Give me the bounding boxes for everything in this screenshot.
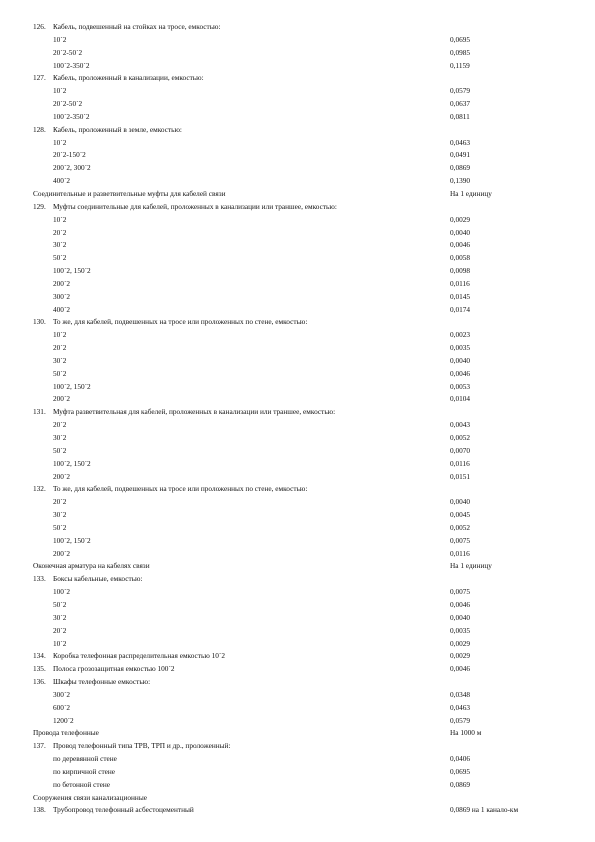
item-label: 30´2 (53, 612, 67, 622)
sub-item-row (0, 60, 595, 73)
sub-item-row (0, 715, 595, 728)
sub-item-row (0, 149, 595, 162)
item-label: 100´2, 150´2 (53, 266, 91, 276)
coefficient-value: 0,0811 (450, 111, 470, 121)
section-heading-row (0, 188, 595, 201)
item-label: 10´2 (53, 34, 67, 44)
item-number: 136. (33, 677, 46, 687)
item-label: Кабель, подвешенный на стойках на тросе, емкостью: (53, 22, 221, 31)
item-label: 100´2-350´2 (53, 111, 90, 121)
coefficient-value: 0,0046 (450, 240, 471, 250)
sub-item-row (0, 393, 595, 406)
item-label: 20´2-50´2 (53, 47, 83, 57)
item-label: 10´2 (53, 86, 67, 96)
item-label: 20´2-50´2 (53, 99, 83, 109)
coefficient-value: 0,0406 (450, 754, 471, 764)
sub-item-row (0, 381, 595, 394)
sub-item-row (0, 162, 595, 175)
item-row (0, 21, 595, 34)
item-label: 200´2 (53, 394, 71, 404)
coefficient-value: 0,0116 (450, 278, 470, 288)
item-label: Боксы кабельные, емкостью: (53, 574, 143, 584)
sub-item-row (0, 638, 595, 651)
sub-item-row (0, 522, 595, 535)
item-label: 600´2 (53, 702, 71, 712)
sub-item-row (0, 548, 595, 561)
item-label: 100´2 (53, 587, 71, 597)
item-number: 137. (33, 741, 46, 751)
coefficient-value: 0,0046 (450, 368, 471, 378)
sub-item-row (0, 111, 595, 124)
sub-item-row (0, 702, 595, 715)
coefficient-value: 0,0695 (450, 34, 471, 44)
coefficient-value: 0,0104 (450, 394, 471, 404)
item-number: 133. (33, 574, 46, 584)
coefficient-value: 0,0116 (450, 458, 470, 468)
item-row (0, 573, 595, 586)
sub-item-row (0, 766, 595, 779)
sub-item-row (0, 599, 595, 612)
sub-item-row (0, 496, 595, 509)
coefficient-value: 0,0052 (450, 522, 471, 532)
coefficient-value: 0,0869 (450, 163, 471, 173)
item-label: 30´2 (53, 240, 67, 250)
sub-item-row (0, 535, 595, 548)
coefficient-value: 0,0070 (450, 445, 471, 455)
sub-item-row (0, 342, 595, 355)
coefficient-value: 0,0985 (450, 47, 471, 57)
sub-item-row (0, 419, 595, 432)
item-label: по деревянной стене (53, 754, 117, 764)
item-label: Трубопровод телефонный асбестоцементный (53, 805, 194, 815)
item-label: 20´2 (53, 343, 67, 353)
item-label: 20´2 (53, 227, 67, 237)
sub-item-row (0, 689, 595, 702)
coefficient-value: 0,0869 (450, 779, 471, 789)
section-title: Провода телефонные (33, 728, 99, 738)
unit-label: На 1000 м (450, 728, 482, 738)
sub-item-row (0, 445, 595, 458)
item-label: 200´2 (53, 278, 71, 288)
item-row (0, 804, 595, 817)
sub-item-row (0, 368, 595, 381)
sub-item-row (0, 471, 595, 484)
item-number: 130. (33, 317, 46, 327)
coefficient-value: 0,0040 (450, 355, 471, 365)
sub-item-row (0, 239, 595, 252)
sub-item-row (0, 252, 595, 265)
item-label: Шкафы телефонные емкостью: (53, 677, 151, 687)
item-label: 200´2 (53, 548, 71, 558)
item-label: 30´2 (53, 510, 67, 520)
item-label: 10´2 (53, 638, 67, 648)
sub-item-row (0, 291, 595, 304)
coefficient-value: 0,0491 (450, 150, 471, 160)
section-title: Соединительные и разветвительные муфты для кабелей связи (33, 188, 226, 198)
item-label: 400´2 (53, 176, 71, 186)
coefficient-value: 0,0029 (450, 214, 471, 224)
sub-item-row (0, 214, 595, 227)
coefficient-value: 0,0058 (450, 253, 471, 263)
sub-item-row (0, 175, 595, 188)
coefficient-value: 0,0040 (450, 612, 471, 622)
item-row (0, 650, 595, 663)
coefficient-value: 0,0040 (450, 227, 471, 237)
sub-item-row (0, 304, 595, 317)
coefficient-value: 0,0579 (450, 86, 471, 96)
sub-item-row (0, 509, 595, 522)
sub-item-row (0, 137, 595, 150)
item-row (0, 676, 595, 689)
item-label: Коробка телефонная распределительная емкостью 10´2 (53, 651, 225, 661)
coefficient-value: 0,0637 (450, 99, 471, 109)
coefficient-value: 0,1159 (450, 60, 470, 70)
item-label: Кабель, проложенный в земле, емкостью: (53, 124, 182, 134)
item-number: 131. (33, 407, 46, 417)
sub-item-row (0, 753, 595, 766)
coefficient-value: 0,0348 (450, 689, 471, 699)
item-label: 30´2 (53, 355, 67, 365)
coefficient-value: 0,0045 (450, 510, 471, 520)
coefficient-value: 0,0075 (450, 587, 471, 597)
item-label: 20´2 (53, 497, 67, 507)
sub-item-row (0, 98, 595, 111)
coefficient-value: 0,0463 (450, 137, 471, 147)
item-label: 20´2 (53, 420, 67, 430)
sub-item-row (0, 265, 595, 278)
coefficient-value: 0,0043 (450, 420, 471, 430)
item-label: 50´2 (53, 522, 67, 532)
sub-item-row (0, 85, 595, 98)
item-label: 100´2, 150´2 (53, 458, 91, 468)
sub-item-row (0, 355, 595, 368)
item-label: 10´2 (53, 330, 67, 340)
section-heading-row (0, 560, 595, 573)
sub-item-row (0, 34, 595, 47)
item-label: 50´2 (53, 368, 67, 378)
coefficient-value: 0,0046 (450, 664, 471, 674)
coefficient-value: 0,0046 (450, 599, 471, 609)
sub-item-row (0, 329, 595, 342)
sub-item-row (0, 47, 595, 60)
coefficient-value: 0,0098 (450, 266, 471, 276)
coefficient-value: 0,0040 (450, 497, 471, 507)
item-label: 200´2, 300´2 (53, 163, 91, 173)
item-label: 1200´2 (53, 715, 74, 725)
coefficient-value: 0,0174 (450, 304, 471, 314)
item-label: 100´2-350´2 (53, 60, 90, 70)
item-label: 100´2, 150´2 (53, 381, 91, 391)
item-label: 20´2 (53, 625, 67, 635)
coefficient-value: 0,0053 (450, 381, 471, 391)
sub-item-row (0, 227, 595, 240)
item-number: 134. (33, 651, 46, 661)
sub-item-row (0, 612, 595, 625)
coefficient-value: 0,0116 (450, 548, 470, 558)
item-row (0, 483, 595, 496)
item-label: 10´2 (53, 137, 67, 147)
item-label: 400´2 (53, 304, 71, 314)
section-heading-row (0, 792, 595, 805)
item-number: 127. (33, 73, 46, 83)
coefficient-value: 0,0075 (450, 535, 471, 545)
item-label: по кирпичной стене (53, 766, 116, 776)
coefficient-value: 0,0869 на 1 канало-км (450, 805, 519, 815)
item-label: Кабель, проложенный в канализации, емкостью: (53, 73, 204, 83)
coefficient-value: 0,0029 (450, 651, 471, 661)
coefficient-value: 0,0035 (450, 343, 471, 353)
coefficient-value: 0,0145 (450, 291, 471, 301)
item-label: 100´2, 150´2 (53, 535, 91, 545)
item-label: Провод телефонный типа ТРВ, ТРП и др., проложенный: (53, 741, 231, 751)
coefficient-value: 0,0029 (450, 638, 471, 648)
coefficient-value: 0,0463 (450, 702, 471, 712)
item-row (0, 663, 595, 676)
item-row (0, 124, 595, 137)
item-label: 30´2 (53, 433, 67, 442)
coefficient-value: 0,0579 (450, 715, 471, 725)
unit-label: На 1 единицу (450, 561, 492, 571)
sub-item-row (0, 432, 595, 445)
item-label: 300´2 (53, 689, 71, 699)
item-label: То же, для кабелей, подвешенных на тросе или проложенных по стене, емкостью: (53, 317, 308, 327)
item-row (0, 201, 595, 214)
unit-label: На 1 единицу (450, 188, 492, 198)
document-page (0, 21, 595, 817)
item-label: То же, для кабелей, подвешенных на тросе или проложенных по стене, емкостью: (53, 484, 308, 494)
item-label: 10´2 (53, 214, 67, 224)
item-label: 300´2 (53, 291, 71, 301)
coefficient-value: 0,0035 (450, 625, 471, 635)
item-number: 126. (33, 22, 46, 31)
section-title: Оконечная арматура на кабелях связи (33, 561, 150, 571)
section-heading-row (0, 727, 595, 740)
item-row (0, 740, 595, 753)
item-number: 129. (33, 201, 46, 211)
coefficient-value: 0,0695 (450, 766, 471, 776)
item-row (0, 316, 595, 329)
coefficient-value: 0,0023 (450, 330, 471, 340)
coefficient-value: 0,1390 (450, 176, 471, 186)
item-number: 128. (33, 124, 46, 134)
item-number: 138. (33, 805, 46, 815)
item-label: Муфта разветвительная для кабелей, проложенных в канализации или траншее, емкостью: (53, 407, 336, 417)
item-row (0, 406, 595, 419)
item-label: 200´2 (53, 471, 71, 481)
item-label: 50´2 (53, 599, 67, 609)
item-label: 50´2 (53, 253, 67, 263)
section-title: Сооружения связи канализационные (33, 792, 147, 802)
item-number: 132. (33, 484, 46, 494)
item-label: по бетонной стене (53, 779, 110, 789)
sub-item-row (0, 278, 595, 291)
item-label: 20´2-150´2 (53, 150, 86, 160)
sub-item-row (0, 458, 595, 471)
sub-item-row (0, 779, 595, 792)
coefficient-value: 0,0151 (450, 471, 471, 481)
item-label: Полоса грозозащитная емкостью 100´2 (53, 664, 175, 674)
item-number: 135. (33, 664, 46, 674)
coefficient-value: 0,0052 (450, 433, 471, 442)
sub-item-row (0, 586, 595, 599)
item-label: 50´2 (53, 445, 67, 455)
item-label: Муфты соединительные для кабелей, проложенных в канализации или траншее, емкостью: (53, 201, 337, 211)
sub-item-row (0, 625, 595, 638)
item-row (0, 72, 595, 85)
